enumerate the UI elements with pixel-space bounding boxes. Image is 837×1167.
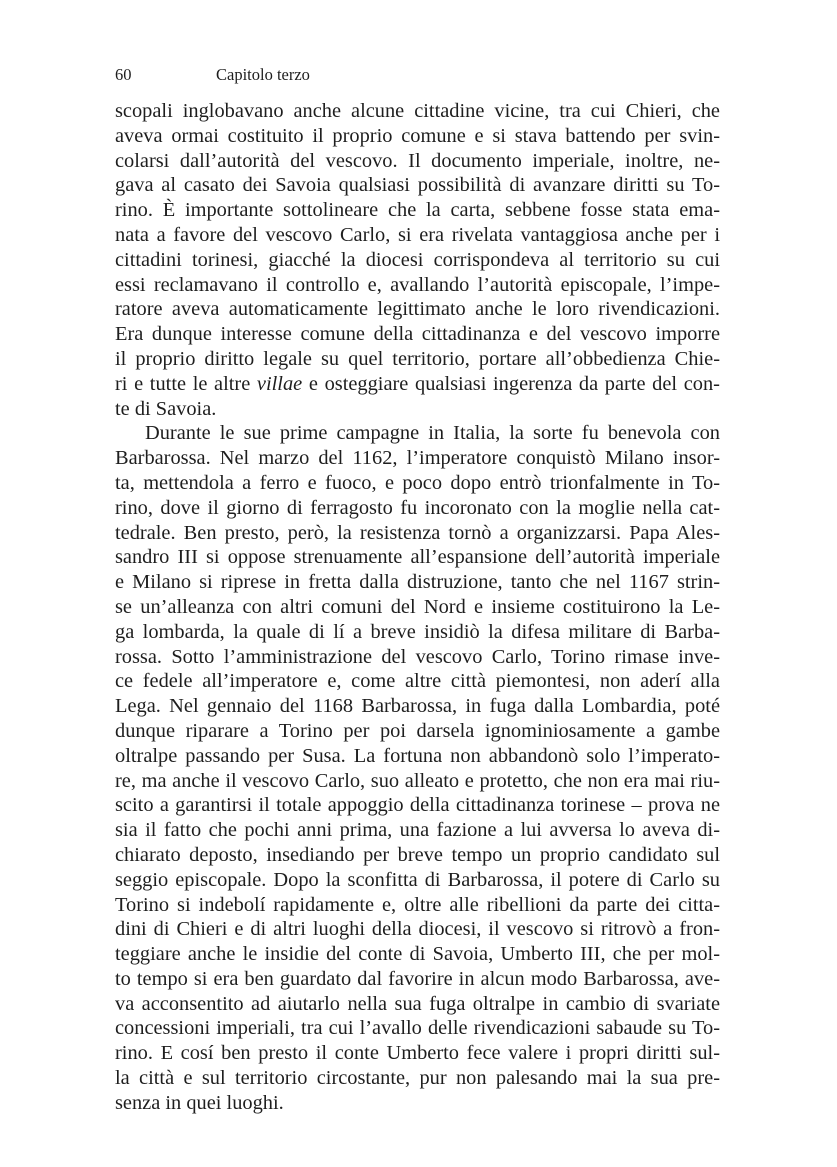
text-line: re, ma anche il vescovo Carlo, suo alleato e protetto, che non era mai riu- [115, 769, 720, 792]
text-line: Torino si indebolí rapidamente e, oltre alle ribellioni da parte dei citta- [115, 893, 720, 916]
text-line: e Milano si riprese in fretta dalla distruzione, tanto che nel 1167 strin- [115, 571, 720, 594]
text-line: sia il fatto che pochi anni prima, una fazione a lui avversa lo aveva di- [115, 819, 720, 842]
text-line: te di Savoia. [115, 397, 217, 420]
text-line: Barbarossa. Nel marzo del 1162, l’imperatore conquistò Milano insor- [115, 447, 720, 470]
text-line: ta, mettendola a ferro e fuoco, e poco dopo entrò trionfalmente in To- [115, 471, 720, 494]
text-line: va acconsentito ad aiutarlo nella sua fuga oltralpe in cambio di svariate [115, 992, 720, 1015]
text-line: cittadini torinesi, giacché la diocesi corrispondeva al territorio su cui [115, 248, 720, 271]
text-line: to tempo si era ben guardato dal favorire in alcun modo Barbarossa, ave- [115, 967, 720, 990]
text-line: chiarato deposto, insediando per breve tempo un proprio candidato sul [115, 843, 720, 866]
text-line: dini di Chieri e di altri luoghi della diocesi, il vescovo si ritrovò a fron- [115, 918, 720, 941]
text-line: rino, dove il giorno di ferragosto fu incoronato con la moglie nella cat- [115, 496, 720, 519]
text-line: concessioni imperiali, tra cui l’avallo delle rivendicazioni sabaude su To- [115, 1017, 720, 1040]
text-line: scopali inglobavano anche alcune cittadine vicine, tra cui Chieri, che [115, 100, 720, 122]
text-line: ratore aveva automaticamente legittimato anche le loro rivendicazioni. [115, 298, 720, 321]
book-page [115, 64, 720, 1116]
chapter-title: Capitolo terzo [216, 65, 310, 84]
paragraph [115, 421, 720, 1115]
text-line: rino. È importante sottolineare che la carta, sebbene fosse stata ema- [115, 199, 720, 222]
text-line: colarsi dall’autorità del vescovo. Il documento imperiale, inoltre, ne- [115, 149, 720, 172]
text-line: la città e sul territorio circostante, pur non palesando mai la sua pre- [115, 1067, 720, 1090]
text-line: rino. E cosí ben presto il conte Umberto fece valere i propri diritti sul- [115, 1042, 720, 1065]
body-text [115, 99, 720, 1116]
text-line: ga lombarda, la quale di lí a breve insidiò la difesa militare di Barba- [115, 620, 720, 643]
text-segment: ri e tutte le altre [115, 372, 257, 395]
text-line: essi reclamavano il controllo e, avallando l’autorità episcopale, l’impe- [115, 273, 720, 296]
text-line: oltralpe passando per Susa. La fortuna non abbandonò solo l’imperato- [115, 744, 720, 767]
text-line: sandro III si oppose strenuamente all’espansione dell’autorità imperiale [115, 546, 720, 569]
text-line: ce fedele all’imperatore e, come altre città piemontesi, non aderí alla [115, 670, 720, 693]
text-line: Era dunque interesse comune della cittadinanza e del vescovo imporre [115, 323, 720, 346]
paragraph [115, 99, 720, 421]
text-line: Durante le sue prime campagne in Italia, la sorte fu benevola con [145, 422, 720, 445]
text-line: seggio episcopale. Dopo la sconfitta di Barbarossa, il potere di Carlo su [115, 868, 720, 891]
text-line: scito a garantirsi il totale appoggio della cittadinanza torinese – prova ne [115, 794, 720, 817]
text-line: rossa. Sotto l’amministrazione del vescovo Carlo, Torino rimase inve- [115, 645, 720, 668]
text-line [115, 372, 720, 397]
text-line: gava al casato dei Savoia qualsiasi possibilità di avanzare diritti su To- [115, 174, 720, 197]
page-number: 60 [115, 65, 132, 84]
text-line: tedrale. Ben presto, però, la resistenza tornò a organizzarsi. Papa Ales- [115, 521, 720, 544]
running-head [115, 64, 720, 86]
italic-term: villae [256, 372, 303, 395]
text-segment: e osteggiare qualsiasi ingerenza da parte del con- [302, 372, 720, 395]
text-line: il proprio diritto legale su quel territorio, portare all’obbedienza Chie- [115, 347, 720, 370]
text-line: se un’alleanza con altri comuni del Nord e insieme costituirono la Le- [115, 595, 720, 618]
text-line: teggiare anche le insidie del conte di Savoia, Umberto III, che per mol- [115, 943, 720, 966]
text-line: aveva ormai costituito il proprio comune e si stava battendo per svin- [115, 124, 720, 147]
text-line: nata a favore del vescovo Carlo, si era rivelata vantaggiosa anche per i [115, 223, 720, 246]
text-line: dunque riparare a Torino per poi darsela ignominiosamente a gambe [115, 719, 720, 742]
text-line: Lega. Nel gennaio del 1168 Barbarossa, in fuga dalla Lombardia, poté [115, 695, 720, 718]
text-line: senza in quei luoghi. [115, 1091, 284, 1114]
